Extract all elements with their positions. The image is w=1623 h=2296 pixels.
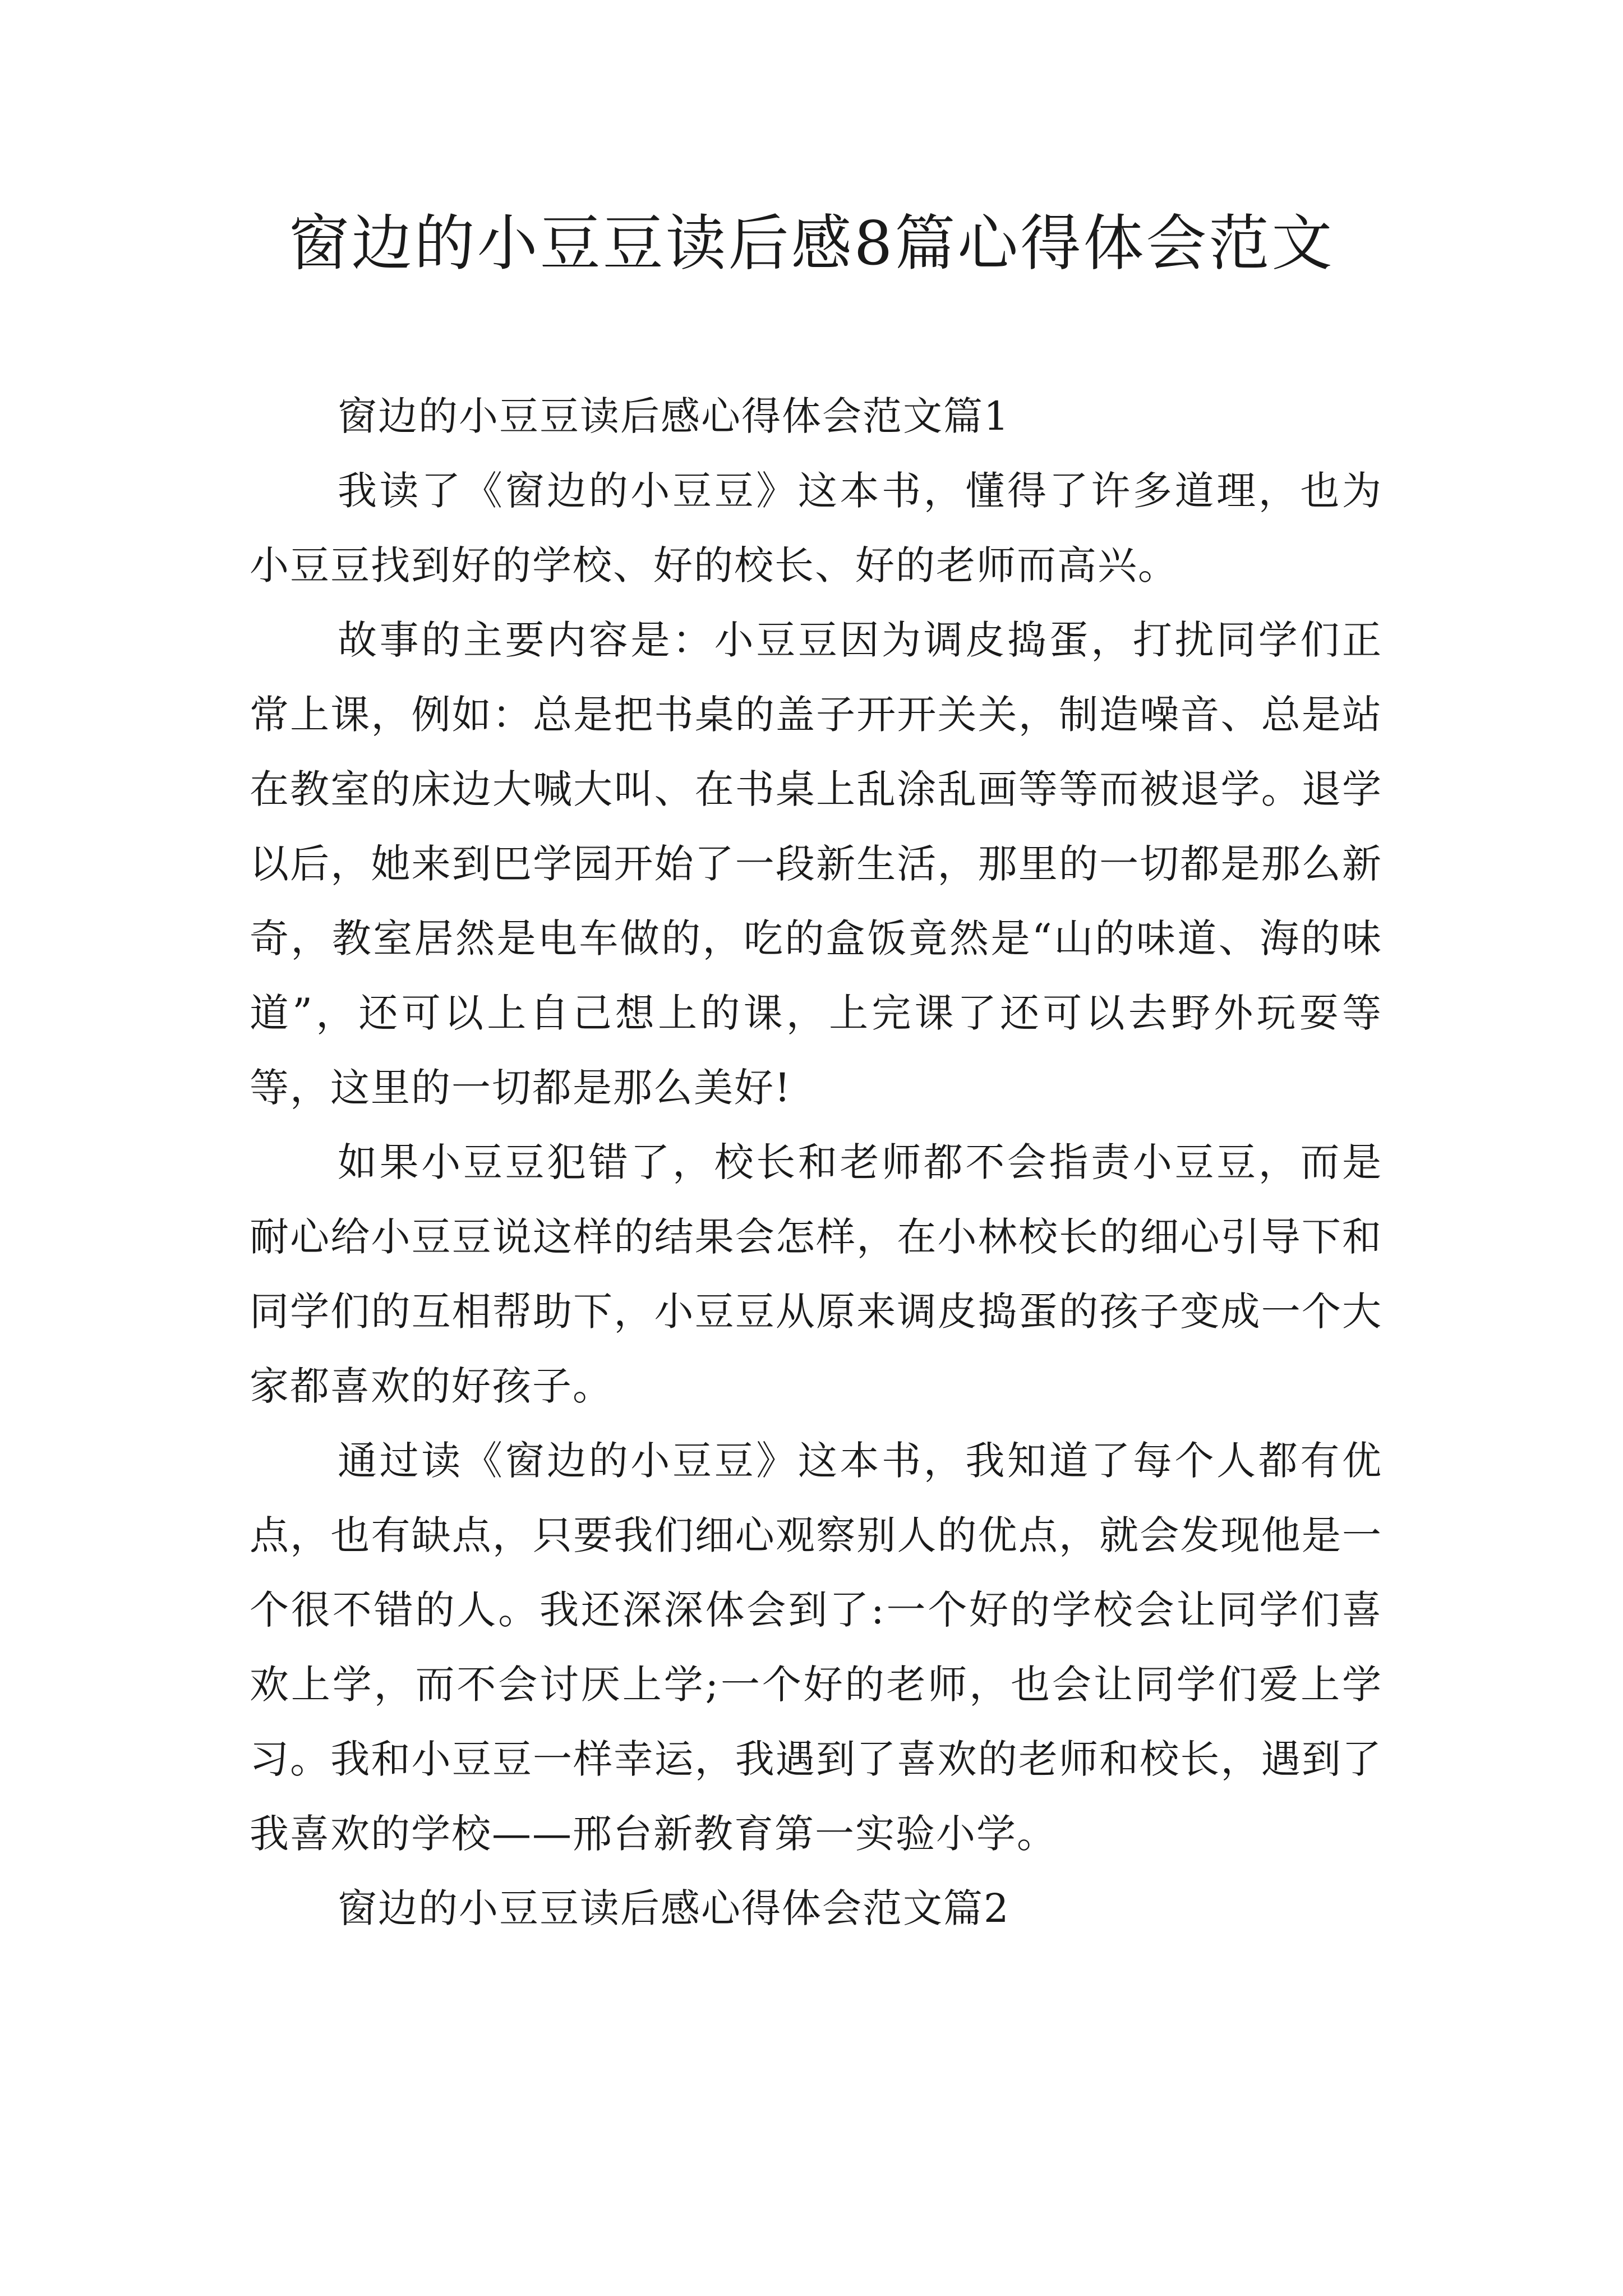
paragraph: 通过读《窗边的小豆豆》这本书，我知道了每个人都有优点，也有缺点，只要我们细心观察别人的优点，就会发现他是一个很不错的人。我还深深体会到了:一个好的学校会让同学们喜欢上学，而不会讨厌上学;一个好的老师，也会让同学们爱上学习。我和小豆豆一样幸运，我遇到了喜欢的老师和校长，遇到了我喜欢的学校——邢台新教育第一实验小学。 bbox=[250, 1438, 1382, 1857]
document-title: 窗边的小豆豆读后感8篇心得体会范文 bbox=[288, 209, 1335, 279]
section-heading-2: 窗边的小豆豆读后感心得体会范文篇2 bbox=[338, 1885, 1010, 1931]
document-body bbox=[250, 379, 1382, 1946]
section-heading-1: 窗边的小豆豆读后感心得体会范文篇1 bbox=[338, 393, 1010, 439]
paragraph: 如果小豆豆犯错了，校长和老师都不会指责小豆豆，而是耐心给小豆豆说这样的结果会怎样，在小林校长的细心引导下和同学们的互相帮助下，小豆豆从原来调皮捣蛋的孩子变成一个大家都喜欢的好孩子。 bbox=[250, 1139, 1382, 1409]
paragraph: 我读了《窗边的小豆豆》这本书，懂得了许多道理，也为小豆豆找到好的学校、好的校长、好的老师而高兴。 bbox=[250, 468, 1382, 588]
paragraph: 故事的主要内容是：小豆豆因为调皮捣蛋，打扰同学们正常上课，例如：总是把书桌的盖子开开关关，制造噪音、总是站在教室的床边大喊大叫、在书桌上乱涂乱画等等而被退学。退学以后，她来到巴学园开始了一段新生活，那里的一切都是那么新奇，教室居然是电车做的，吃的盒饭竟然是“山的味道、海的味道”，还可以上自己想上的课，上完课了还可以去野外玩耍等等，这里的一切都是那么美好! bbox=[250, 617, 1382, 1111]
